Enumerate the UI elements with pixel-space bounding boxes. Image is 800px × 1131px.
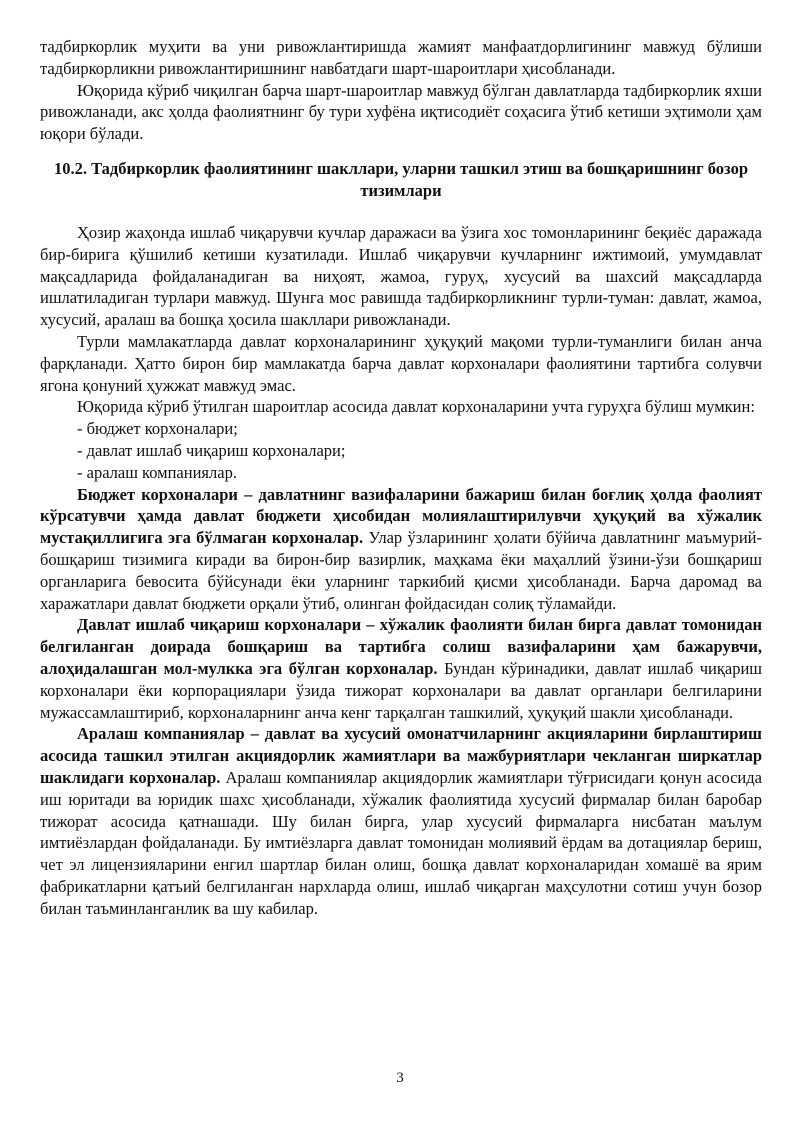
list-item: - давлат ишлаб чиқариш корхоналари; bbox=[77, 440, 346, 460]
section-paragraph-2: Турли мамлакатларда давлат корхоналарининг ҳуқуқий мақоми турли-туманлиги билан анча фарқланади. Ҳатто бирон бир мамлакатда барча давлат корхоналари фаолиятини тартибга солувчи ягона қонуний ҳужжат мавжуд эмас. bbox=[40, 331, 762, 395]
mixed-companies-paragraph bbox=[40, 723, 762, 919]
enterprise-group-list bbox=[40, 418, 762, 483]
mixed-companies-definition: Аралаш компаниялар – давлат ва хусусий омонатчиларнинг акцияларини бирлаштириш асосида ташкил этилган акциядорлик жамиятлари ва мажбуриятлари чекланган ширкатлар шаклидаги корхоналар. bbox=[40, 724, 762, 787]
intro-paragraph-2: Юқорида кўриб чиқилган барча шарт-шароитлар мавжуд бўлган давлатларда тадбиркорлик яхши ривожланади, акс ҳолда фаолиятнинг бу тури хуфёна иқтисодиёт соҳасига ўтиб кетиши эҳтимоли ҳам юқори бўлади. bbox=[40, 80, 762, 144]
page-number: 3 bbox=[396, 1070, 404, 1086]
budget-enterprises-text: Улар ўзларининг ҳолати бўйича давлатнинг маъмурий-бошқариш тизимига киради ва бирон-бир вазирлик, маҳкама ёки маҳаллий ўзини-ўзи бошқариш органларига бевосита бўйсунади ёки уларнинг таркибий қисми ҳисобланади. Барча даромад ва харажатлари давлат бюджети орқали ўтиб, олинган фойдасидан солиқ тўламайди. bbox=[40, 528, 762, 613]
list-item: - аралаш компаниялар. bbox=[77, 462, 237, 482]
section-paragraph-3: Юқорида кўриб ўтилган шароитлар асосида давлат корхоналарини учта гуруҳга бўлиш мумкин: bbox=[77, 397, 755, 417]
budget-enterprises-definition: Бюджет корхоналари – давлатнинг вазифаларини бажариш билан боғлиқ ҳолда фаолият кўрсатувчи ҳамда давлат бюджети ҳисобидан молиялаштирилувчи ҳуқуқий ва хўжалик мустақиллигига эга бўлмаган корхоналар. bbox=[40, 484, 762, 548]
list-item: - бюджет корхоналари; bbox=[77, 419, 238, 439]
document-body bbox=[40, 36, 762, 919]
intro-paragraph-1: тадбиркорлик муҳити ва уни ривожлантиришда жамият манфаатдорлигининг мавжуд бўлиши тадбиркорликни ривожлантиришнинг навбатдаги шарт-шароитлари ҳисобланади. bbox=[40, 37, 762, 78]
state-enterprises-text: Бундан кўринадики, давлат ишлаб чиқариш корхоналари ёки корпорациялари ўзида тижорат корхоналари ва давлат органлари белгиларини мужассамлаштириб, корхоналарнинг анча кенг тарқалган ташкилий, ҳуқуқий шакли ҳисобланади. bbox=[40, 658, 762, 722]
budget-enterprises-paragraph bbox=[40, 484, 762, 615]
mixed-companies-text: Аралаш компаниялар акциядорлик жамиятлари тўғрисидаги қонун асосида иш юритади ва юридик шахс ҳисобланади, хўжалик фаолиятида хусусий фирмалар билан баробар тижорат асосида қатнашади. Шу билан бирга, улар хусусий фирмаларга нисбатан маълум имтиёзлардан фойдаланади. Бу имтиёзларга давлат томонидан молиявий ёрдам ва дотациялар бериш, чет эл лицензияларини енгил шартлар билан олиш, бошқа давлат корхоналаридан хомашё ва ярим фабрикатларни қатъий белгиланган нархларда олиш, ишлаб чиқарган маҳсулотни сотиш учун бозор билан таъминланганлик ва шу кабилар. bbox=[40, 767, 762, 918]
state-enterprises-definition: Давлат ишлаб чиқариш корхоналари – хўжалик фаолияти билан бирга давлат томонидан белгиланган доирада бошқариш ва тартибга солиш вазифаларини ҳам бажарувчи, алоҳидалашган мол-мулкка эга бўлган корхоналар. bbox=[40, 615, 762, 678]
state-enterprises-paragraph bbox=[40, 614, 762, 723]
section-paragraph-1: Ҳозир жаҳонда ишлаб чиқарувчи кучлар даражаси ва ўзига хос томонларининг беқиёс даражада бир-бирига қўшилиб кетиши кузатилади. Ишлаб чиқарувчи кучларнинг ижтимоий, умумдавлат мақсадларида фойдаланадиган ва ниҳоят, жамоа, гуруҳ, хусусий ва шахсий мақсадларда ишлатиладиган турлари мавжуд. Шунга мос равишда тадбиркорликнинг турли-туман: давлат, жамоа, хусусий, аралаш ва бошқа ҳосила шакллари ривожланади. bbox=[40, 222, 762, 330]
section-heading: 10.2. Тадбиркорлик фаолиятининг шакллари, уларни ташкил этиш ва бошқаришнинг бозор тизимлари bbox=[53, 158, 749, 200]
